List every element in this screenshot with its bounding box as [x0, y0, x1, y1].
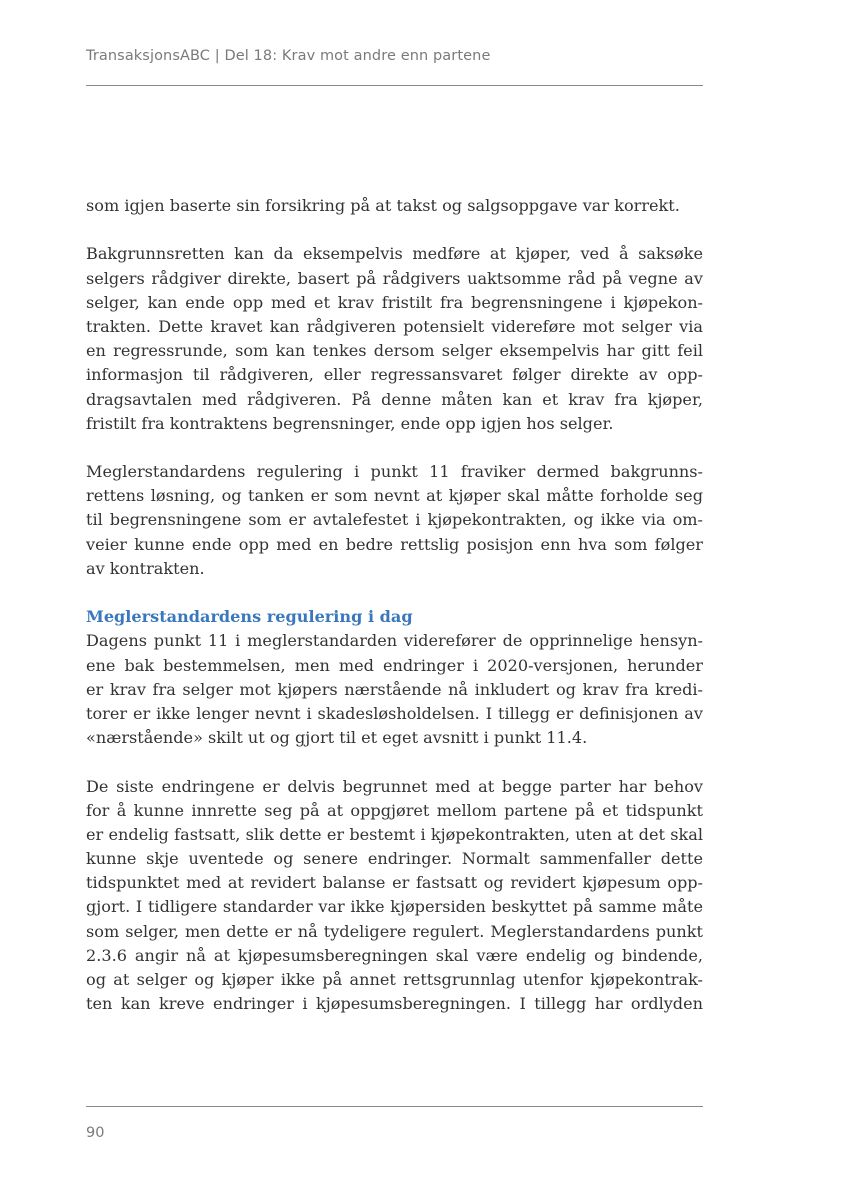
text-line: av kontrakten. [86, 558, 205, 578]
text-line: informasjon til rådgiveren, eller regressansvaret følger direkte av opp- [86, 365, 703, 385]
paragraph-1 [86, 194, 703, 218]
text-line: fristilt fra kontraktens begrensninger, ende opp igjen hos selger. [86, 413, 614, 433]
paragraph-4 [86, 629, 703, 750]
text-line: ene bak bestemmelsen, men med endringer i 2020-versjonen, herunder [86, 655, 703, 675]
text-line: 2.3.6 angir nå at kjøpesumsberegningen skal være endelig og bindende, [86, 945, 703, 965]
text-line: De siste endringene er delvis begrunnet med at begge parter har behov [86, 776, 703, 796]
text-line: rettens løsning, og tanken er som nevnt at kjøper skal måtte forholde seg [86, 486, 703, 506]
paragraph-2 [86, 242, 703, 436]
text-line: Dagens punkt 11 i meglerstandarden viderefører de opprinnelige hensyn- [86, 631, 703, 651]
text-line: torer er ikke lenger nevnt i skadesløsholdelsen. I tillegg er definisjonen av [86, 703, 703, 723]
paragraph-5 [86, 775, 703, 1017]
header-rule [86, 85, 703, 86]
text-line: som selger, men dette er nå tydeligere regulert. Meglerstandardens punkt [86, 921, 703, 941]
text-line: for å kunne innrette seg på at oppgjøret mellom partene på et tidspunkt [86, 800, 703, 820]
paragraph-3 [86, 460, 703, 581]
text-line: Meglerstandardens regulering i punkt 11 fraviker dermed bakgrunns- [86, 462, 703, 482]
text-line: er endelig fastsatt, slik dette er bestemt i kjøpekontrakten, uten at det skal [86, 824, 703, 844]
text-line: som igjen baserte sin forsikring på at takst og salgsoppgave var korrekt. [86, 196, 680, 215]
text-line: trakten. Dette kravet kan rådgiveren potensielt videreføre mot selger via [86, 316, 703, 336]
running-header: TransaksjonsABC | Del 18: Krav mot andre enn partene [86, 48, 491, 64]
section-heading: Meglerstandardens regulering i dag [86, 607, 413, 627]
text-line: «nærstående» skilt ut og gjort til et eget avsnitt i punkt 11.4. [86, 728, 588, 748]
text-line: Bakgrunnsretten kan da eksempelvis medføre at kjøper, ved å saksøke [86, 244, 703, 264]
text-line: kunne skje uventede og senere endringer. Normalt sammenfaller dette [86, 849, 703, 869]
text-line: selgers rådgiver direkte, basert på rådgivers uaktsomme råd på vegne av [86, 268, 703, 288]
text-line: selger, kan ende opp med et krav fristilt fra begrensningene i kjøpekon- [86, 292, 703, 312]
text-line: dragsavtalen med rådgiveren. På denne måten kan et krav fra kjøper, [86, 389, 703, 409]
footer-rule [86, 1106, 703, 1107]
text-line: og at selger og kjøper ikke på annet rettsgrunnlag utenfor kjøpekontrak- [86, 970, 703, 990]
body-text [86, 194, 703, 1016]
text-line: tidspunktet med at revidert balanse er fastsatt og revidert kjøpesum opp- [86, 873, 703, 893]
text-line: en regressrunde, som kan tenkes dersom selger eksempelvis har gitt feil [86, 341, 703, 361]
text-line: ten kan kreve endringer i kjøpesumsberegningen. I tillegg har ordlyden [86, 994, 703, 1014]
page-number: 90 [86, 1125, 105, 1141]
text-line: til begrensningene som er avtalefestet i kjøpekontrakten, og ikke via om- [86, 510, 703, 530]
text-line: veier kunne ende opp med en bedre rettslig posisjon enn hva som følger [86, 534, 703, 554]
text-line: er krav fra selger mot kjøpers nærstående nå inkludert og krav fra kredi- [86, 679, 703, 699]
text-line: gjort. I tidligere standarder var ikke kjøpersiden beskyttet på samme måte [86, 897, 703, 917]
